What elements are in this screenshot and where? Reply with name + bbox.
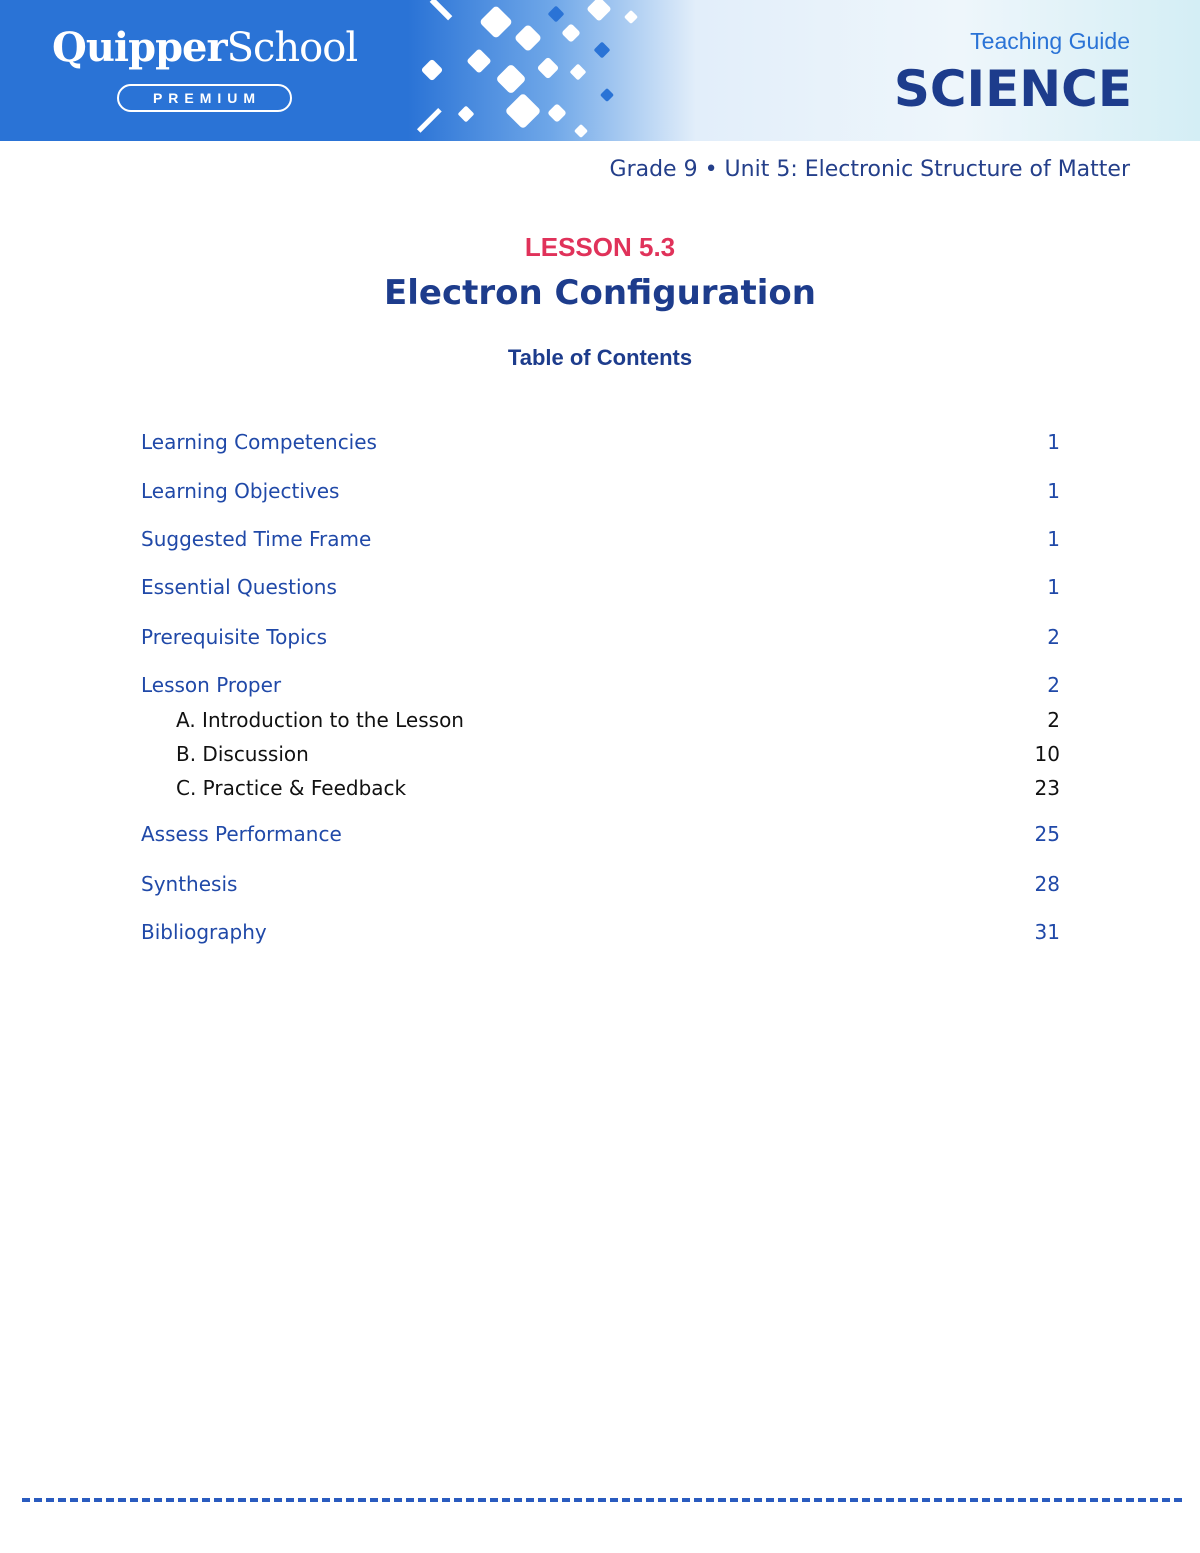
toc-entry-page: 2 (1047, 625, 1060, 649)
toc-entry-page: 1 (1047, 575, 1060, 599)
toc-entry-page: 10 (1034, 742, 1060, 766)
toc-entry-page: 25 (1034, 822, 1060, 846)
toc-entry-label: A. Introduction to the Lesson (176, 708, 464, 732)
toc-entry-prerequisite-topics[interactable] (141, 623, 1060, 651)
toc-entry-synthesis[interactable] (141, 870, 1060, 898)
lesson-number: LESSON 5.3 (524, 232, 676, 262)
toc-entry-label: Suggested Time Frame (141, 527, 372, 551)
toc-entry-page: 1 (1047, 430, 1060, 454)
toc-entry-label: Bibliography (141, 920, 267, 944)
toc-entry-page: 2 (1047, 673, 1060, 697)
toc-entry-page: 28 (1034, 872, 1060, 896)
toc-entry-label: B. Discussion (176, 742, 309, 766)
toc-entry-page: 1 (1047, 527, 1060, 551)
toc-subentry-discussion[interactable] (176, 740, 1060, 768)
toc-entry-assess-performance[interactable] (141, 820, 1060, 848)
toc-entry-suggested-time-frame[interactable] (141, 525, 1060, 553)
toc-entry-label: Synthesis (141, 872, 238, 896)
subject-title: SCIENCE (893, 60, 1132, 118)
toc-entry-lesson-proper[interactable] (141, 671, 1060, 699)
header-banner (0, 0, 1200, 141)
toc-entry-essential-questions[interactable] (141, 573, 1060, 601)
footer-dotted-divider (22, 1498, 1182, 1502)
toc-subentry-introduction[interactable] (176, 706, 1060, 734)
toc-entry-label: Prerequisite Topics (141, 625, 328, 649)
quipper-school-logo: QuipperSchool (52, 24, 358, 71)
toc-subentry-practice-feedback[interactable] (176, 774, 1060, 802)
toc-heading: Table of Contents (507, 345, 693, 370)
toc-entry-label: Learning Objectives (141, 479, 340, 503)
grade-unit-subtitle: Grade 9 • Unit 5: Electronic Structure of Matter (609, 157, 1130, 182)
toc-entry-learning-competencies[interactable] (141, 428, 1060, 456)
toc-entry-learning-objectives[interactable] (141, 477, 1060, 505)
toc-entry-page: 31 (1034, 920, 1060, 944)
toc-entry-label: Learning Competencies (141, 430, 377, 454)
teaching-guide-label: Teaching Guide (970, 28, 1130, 54)
toc-entry-page: 2 (1047, 708, 1060, 732)
toc-entry-page: 23 (1034, 776, 1060, 800)
toc-entry-page: 1 (1047, 479, 1060, 503)
toc-entry-label: Assess Performance (141, 822, 342, 846)
toc-entry-label: Lesson Proper (141, 673, 282, 697)
lesson-title: Electron Configuration (384, 273, 816, 313)
premium-badge: PREMIUM (117, 84, 292, 112)
toc-entry-label: Essential Questions (141, 575, 337, 599)
diamond-pattern-decoration (400, 0, 650, 141)
toc-entry-bibliography[interactable] (141, 918, 1060, 946)
toc-entry-label: C. Practice & Feedback (176, 776, 407, 800)
